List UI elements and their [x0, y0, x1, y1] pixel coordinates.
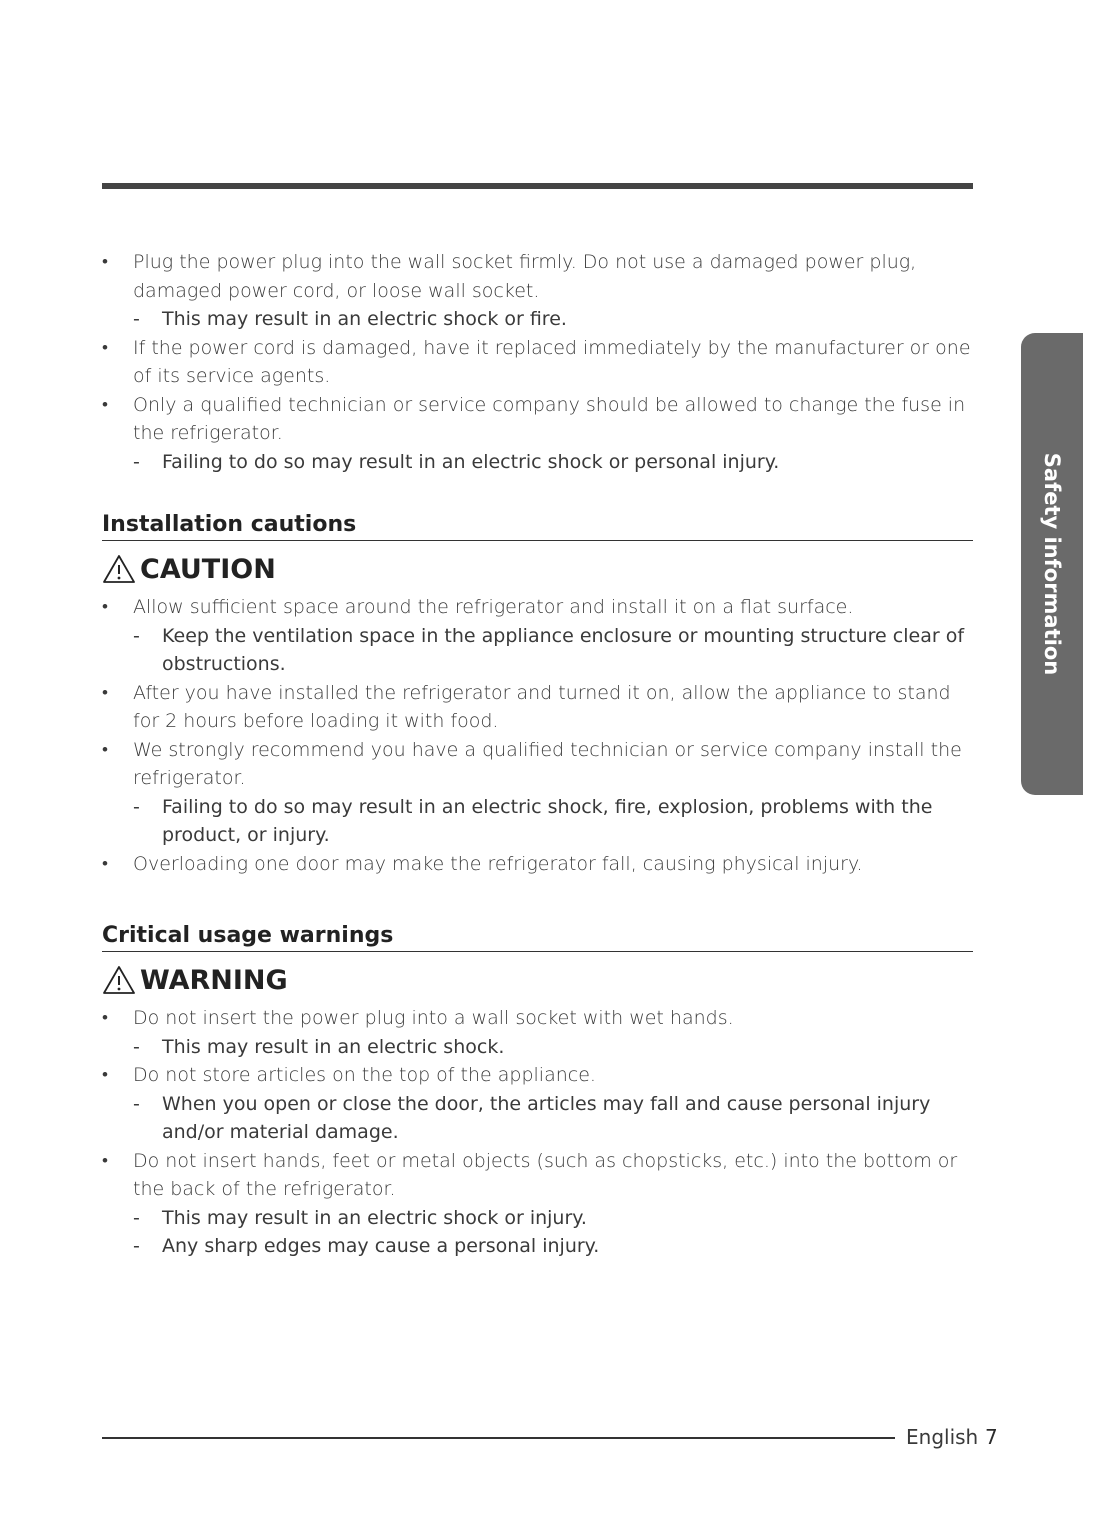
- list-subitem: - Keep the ventilation space in the appliance enclosure or mounting structure clear of obstructions.: [102, 622, 973, 679]
- list-item: • After you have installed the refrigerator and turned it on, allow the appliance to stand for 2 hours before loading it with food.: [102, 679, 973, 736]
- warning-triangle-icon: [102, 965, 136, 995]
- installation-list: [102, 593, 973, 878]
- list-subitem: - This may result in an electric shock.: [102, 1033, 973, 1062]
- list-item: • Allow sufficient space around the refrigerator and install it on a flat surface.: [102, 593, 973, 622]
- list-subitem: - This may result in an electric shock or fire.: [102, 305, 973, 334]
- list-item: • Plug the power plug into the wall socket firmly. Do not use a damaged power plug, damaged power cord, or loose wall socket.: [102, 248, 973, 305]
- warning-heading: [102, 960, 973, 1000]
- list-item: • Only a qualified technician or service company should be allowed to change the fuse in the refrigerator.: [102, 391, 973, 448]
- list-item: • Do not insert hands, feet or metal objects (such as chopsticks, etc.) into the bottom or the back of the refrigerator.: [102, 1147, 973, 1204]
- page-content: [102, 248, 973, 1261]
- caution-heading: [102, 549, 973, 589]
- critical-section-title: Critical usage warnings: [102, 923, 973, 952]
- list-item: • Overloading one door may make the refrigerator fall, causing physical injury.: [102, 850, 973, 879]
- list-subitem: - When you open or close the door, the articles may fall and cause personal injury and/or material damage.: [102, 1090, 973, 1147]
- footer-divider: [102, 1437, 895, 1439]
- list-subitem: - Failing to do so may result in an electric shock or personal injury.: [102, 448, 973, 477]
- top-divider-bar: [102, 183, 973, 189]
- list-subitem: - Failing to do so may result in an electric shock, fire, explosion, problems with the product, or injury.: [102, 793, 973, 850]
- list-item: • Do not store articles on the top of the appliance.: [102, 1061, 973, 1090]
- installation-section-title: Installation cautions: [102, 512, 973, 541]
- page-number: 7: [985, 1425, 998, 1449]
- side-section-tab: [1021, 333, 1083, 795]
- warning-label: WARNING: [140, 964, 288, 996]
- list-subitem: - Any sharp edges may cause a personal injury.: [102, 1232, 973, 1261]
- critical-list: [102, 1004, 973, 1261]
- list-subitem: - This may result in an electric shock or injury.: [102, 1204, 973, 1233]
- side-tab-label: Safety information: [1040, 452, 1064, 676]
- intro-list: [102, 248, 973, 476]
- caution-label: CAUTION: [140, 553, 276, 585]
- warning-triangle-icon: [102, 554, 136, 584]
- list-item: • Do not insert the power plug into a wall socket with wet hands.: [102, 1004, 973, 1033]
- footer-language: English: [906, 1425, 979, 1449]
- list-item: • We strongly recommend you have a qualified technician or service company install the refrigerator.: [102, 736, 973, 793]
- list-item: • If the power cord is damaged, have it replaced immediately by the manufacturer or one of its service agents.: [102, 334, 973, 391]
